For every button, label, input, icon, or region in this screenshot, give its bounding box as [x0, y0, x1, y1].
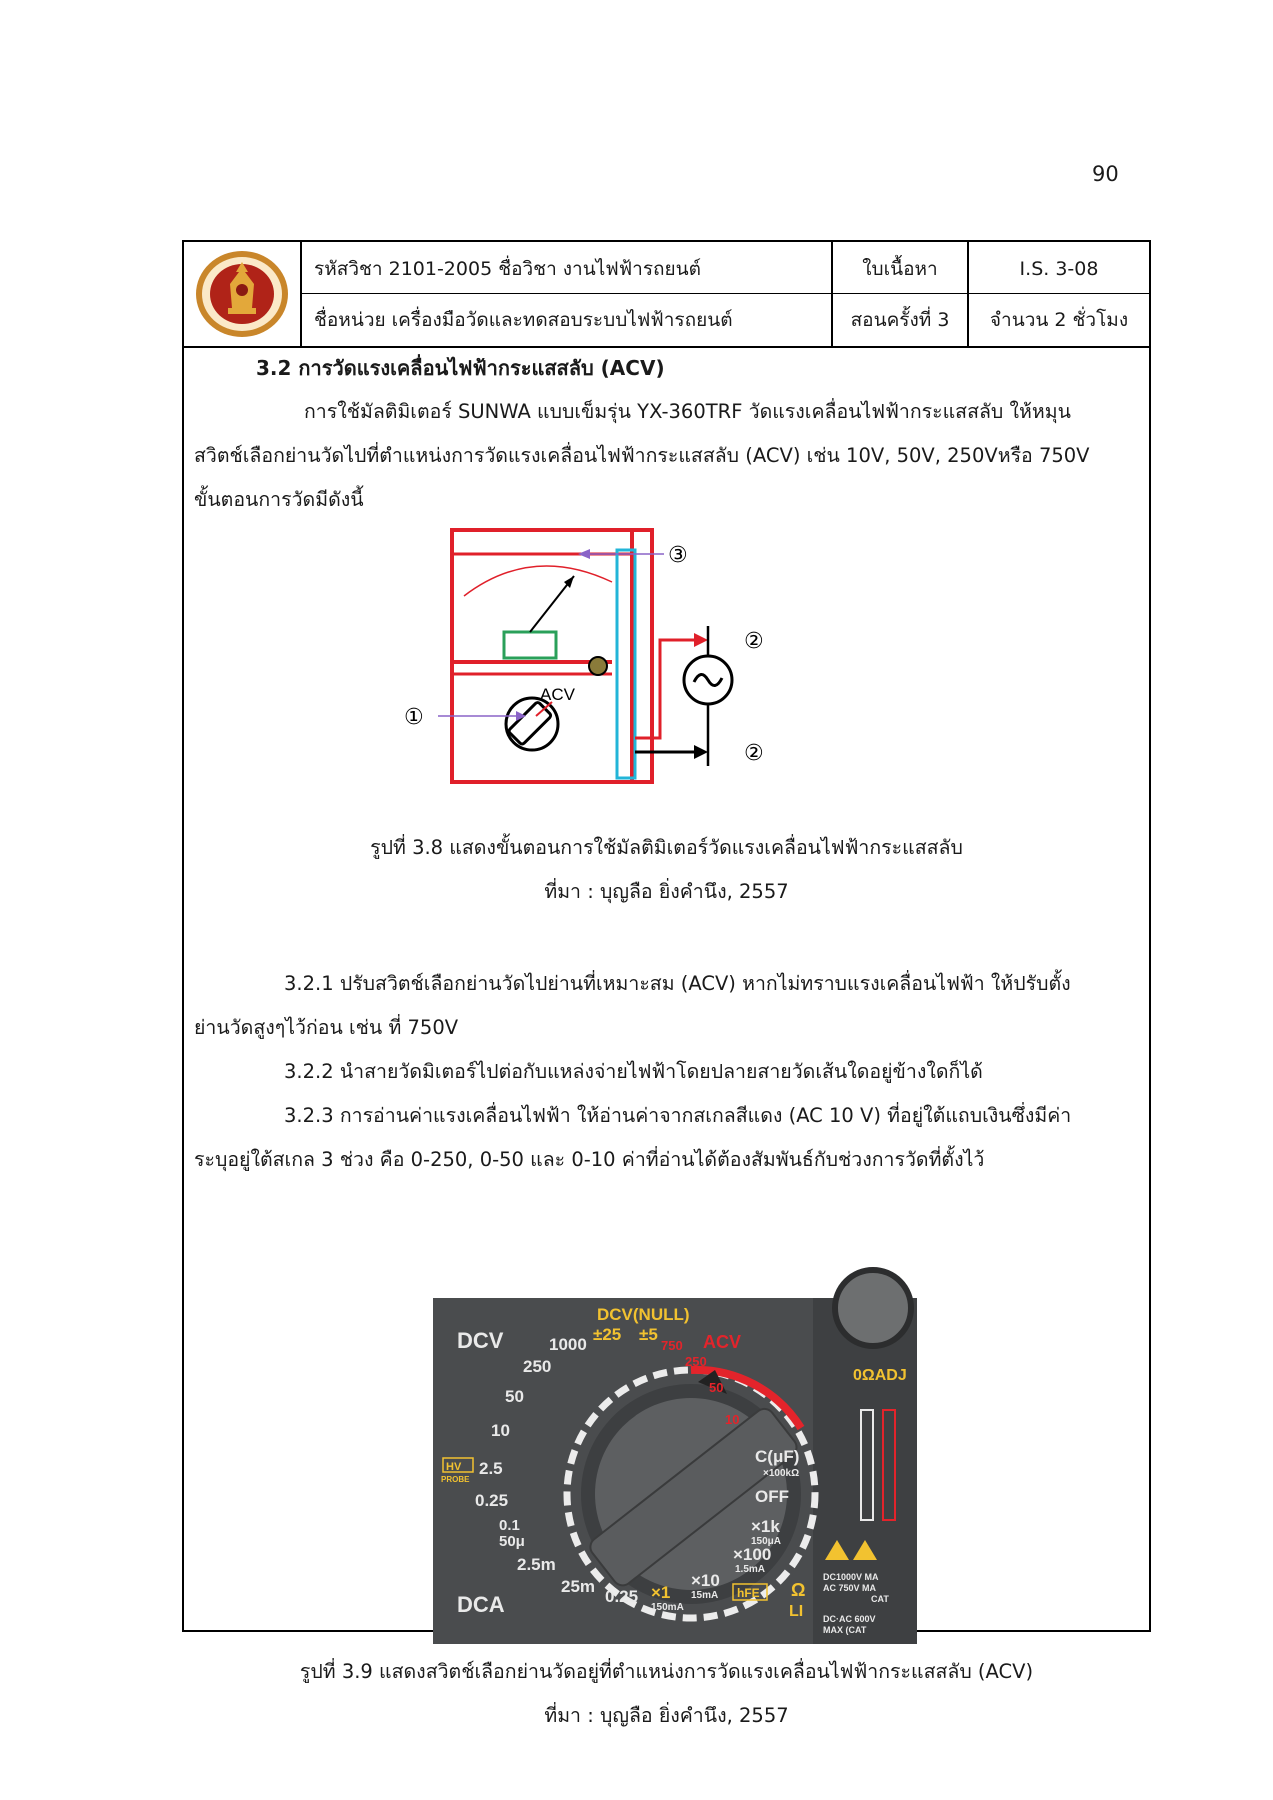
step-3-2-3: 3.2.3 การอ่านค่าแรงเคลื่อนไฟฟ้า ให้อ่านค่าจากสเกลสีแดง (AC 10 V) ที่อยู่ใต้แถบเงินซึ่งมีค่า [284, 1104, 1072, 1127]
ohm-x1k: ×1k [751, 1517, 780, 1536]
capacitance-label: C(μF) [755, 1447, 800, 1466]
dca-2-5m: 2.5m [517, 1555, 556, 1574]
pm25-label: ±25 [593, 1325, 622, 1344]
figure-3-9-source: ที่มา : บุญลือ ยิ่งคำนึง, 2557 [544, 1704, 789, 1727]
marker-2-top: ② [744, 629, 764, 654]
dca-0-25: 0.25 [605, 1587, 639, 1606]
course-title: รหัสวิชา 2101-2005 ชื่อวิชา งานไฟฟ้ารถยนต์ [314, 258, 702, 280]
hfe-label: hFE [737, 1586, 760, 1600]
adjust-knob [589, 657, 607, 675]
dca-0-1: 0.1 [499, 1517, 520, 1534]
document-code: I.S. 3-08 [1019, 258, 1099, 280]
marker-2-bottom: ② [744, 741, 764, 766]
acv-50: 50 [709, 1380, 724, 1395]
acv-measurement-diagram [404, 526, 842, 796]
intro-line-1: การใช้มัลติมิเตอร์ SUNWA แบบเข็มรุ่น YX-360TRF วัดแรงเคลื่อนไฟฟ้ากระแสสลับ ให้หมุน [304, 400, 1071, 423]
acv-750: 750 [661, 1338, 683, 1353]
marker-1: ① [404, 705, 424, 730]
ohm-x1-sub: 150mA [651, 1602, 684, 1613]
ohm-symbol: Ω [791, 1580, 806, 1600]
rating-line-5: MAX (CAT [823, 1625, 867, 1635]
dcv-250: 250 [523, 1357, 552, 1376]
dca-label: DCA [457, 1592, 505, 1617]
ohm-x1k-sub: 150μA [751, 1536, 782, 1547]
li-label: LI [789, 1603, 804, 1620]
document-header [184, 242, 1149, 348]
institution-seal-logo [192, 248, 292, 340]
document-type: ใบเนื้อหา [862, 258, 938, 280]
selector-dial-photo [433, 1298, 917, 1644]
figure-3-8-source: ที่มา : บุญลือ ยิ่งคำนึง, 2557 [544, 880, 789, 903]
acv-10: 10 [725, 1412, 740, 1427]
ohm-x10-sub: 15mA [691, 1590, 719, 1601]
pm5-label: ±5 [639, 1325, 658, 1344]
step-3-2-1-cont: ย่านวัดสูงๆไว้ก่อน เช่น ที่ 750V [194, 1016, 459, 1039]
intro-line-2: สวิตช์เลือกย่านวัดไปที่ตำแหน่งการวัดแรงเคลื่อนไฟฟ้ากระแสสลับ (ACV) เช่น 10V, 50V, 250Vหรือ 750V [194, 444, 1090, 467]
session-number: สอนครั้งที่ 3 [850, 309, 950, 331]
ohm-x10: ×10 [691, 1571, 720, 1590]
knob-ring [835, 1270, 911, 1346]
meter-body [452, 530, 652, 782]
ohm-x100: ×100 [733, 1545, 772, 1564]
dcv-10: 10 [491, 1421, 510, 1440]
meter-movement [504, 632, 556, 658]
acv-label: ACV [540, 685, 575, 704]
dcv-2-5: 2.5 [479, 1459, 503, 1478]
capacitance-sub: ×100kΩ [763, 1468, 800, 1479]
dcv-label: DCV [457, 1328, 504, 1353]
section-heading: 3.2 การวัดแรงเคลื่อนไฟฟ้ากระแสสลับ (ACV) [256, 356, 665, 380]
content-frame [182, 240, 1151, 1727]
rating-line-3: CAT [871, 1594, 889, 1604]
dcv-50: 50 [505, 1387, 524, 1406]
meter-scale-arc [464, 566, 612, 596]
page-number: 90 [1092, 162, 1119, 186]
hv-probe-label: PROBE [441, 1475, 470, 1484]
rating-line-4: DC·AC 600V [823, 1614, 876, 1624]
step-3-2-2: 3.2.2 นำสายวัดมิเตอร์ไปต่อกับแหล่งจ่ายไฟฟ้าโดยปลายสายวัดเส้นใดอยู่ข้างใดก็ได้ [284, 1060, 983, 1083]
step-3-2-1: 3.2.1 ปรับสวิตช์เลือกย่านวัดไปย่านที่เหมาะสม (ACV) หากไม่ทราบแรงเคลื่อนไฟฟ้า ให้ปรับตั้ง [284, 972, 1071, 995]
figure-3-8-caption: รูปที่ 3.8 แสดงขั้นตอนการใช้มัลติมิเตอร์วัดแรงเคลื่อนไฟฟ้ากระแสสลับ [370, 836, 963, 859]
dcv-null-label: DCV(NULL) [597, 1305, 690, 1324]
ohm-x1: ×1 [651, 1583, 671, 1602]
dca-25m: 25m [561, 1577, 596, 1596]
hours-count: จำนวน 2 ชั่วโมง [989, 309, 1129, 331]
hv-label: HV [446, 1461, 462, 1473]
unit-title: ชื่อหน่วย เครื่องมือวัดและทดสอบระบบไฟฟ้ารถยนต์ [314, 309, 733, 331]
acv-range-label: ACV [703, 1332, 742, 1352]
zero-adj-label: 0ΩADJ [853, 1367, 907, 1384]
intro-line-3: ขั้นตอนการวัดมีดังนี้ [194, 488, 364, 511]
dcv-0-25: 0.25 [475, 1491, 509, 1510]
dcv-1000: 1000 [549, 1335, 587, 1354]
figure-3-9-caption: รูปที่ 3.9 แสดงสวิตช์เลือกย่านวัดอยู่ที่ตำแหน่งการวัดแรงเคลื่อนไฟฟ้ากระแสสลับ (ACV) [299, 1660, 1034, 1683]
marker-3: ③ [668, 543, 688, 568]
step-3-2-3-cont: ระบุอยู่ใต้สเกล 3 ช่วง คือ 0-250, 0-50 และ 0-10 ค่าที่อ่านได้ต้องสัมพันธ์กับช่วงการวัดที่ตั้งไว้ [194, 1148, 985, 1171]
dca-50u: 50μ [499, 1533, 525, 1550]
rating-line-1: DC1000V MA [823, 1572, 879, 1582]
ohm-x100-sub: 1.5mA [735, 1564, 766, 1575]
off-label: OFF [755, 1487, 789, 1506]
acv-250: 250 [685, 1354, 707, 1369]
rating-line-2: AC 750V MA [823, 1583, 877, 1593]
